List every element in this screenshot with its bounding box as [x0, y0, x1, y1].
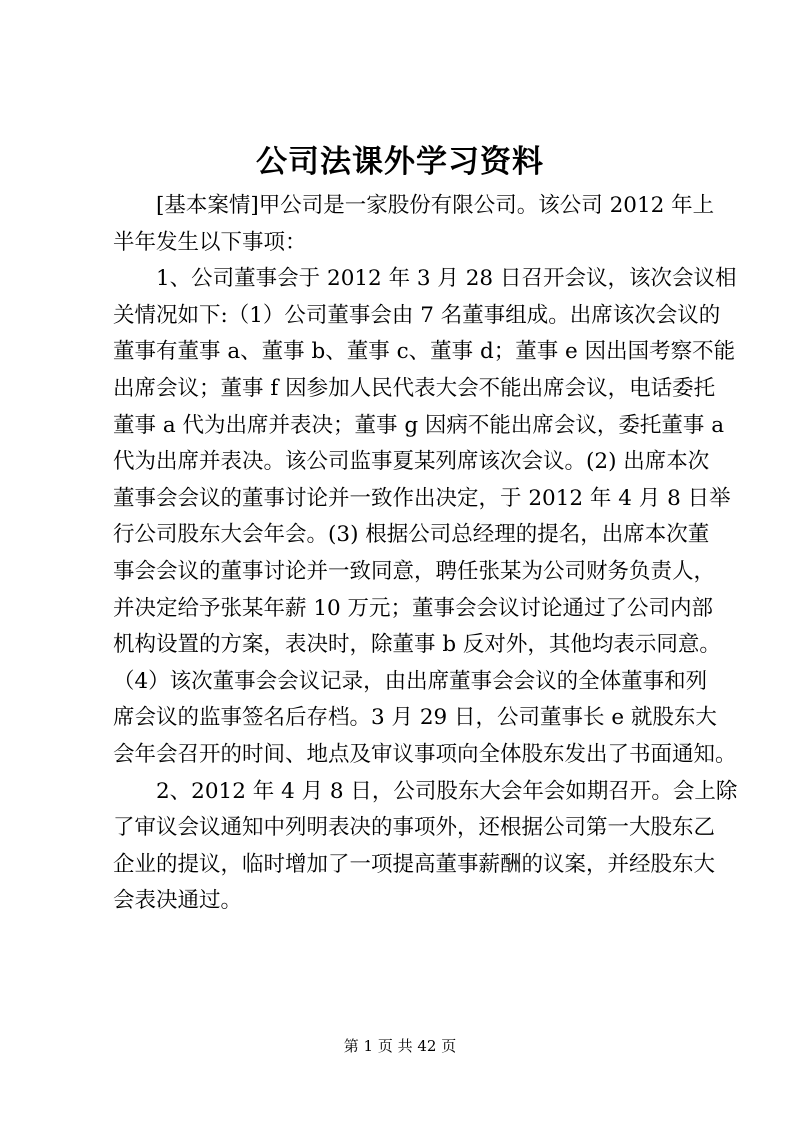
body-line: 董事有董事 a、董事 b、董事 c、董事 d；董事 e 因出国考察不能 — [113, 339, 736, 365]
body-line: 了审议会议通知中列明表决的事项外，还根据公司第一大股东乙 — [113, 815, 716, 841]
document-body — [113, 188, 738, 920]
body-line: 席会议的监事签名后存档。3 月 29 日，公司董事长 e 就股东大 — [113, 705, 717, 731]
body-line: （4）该次董事会会议记录，由出席董事会会议的全体董事和列 — [113, 668, 708, 694]
body-line: 会年会召开的时间、地点及审议事项向全体股东发出了书面通知。 — [113, 741, 737, 767]
page-number-footer: 第 1 页 共 42 页 — [343, 1037, 457, 1055]
body-line: 代为出席并表决。该公司监事夏某列席该次会议。(2) 出席本次 — [113, 449, 710, 475]
body-line: 董事 a 代为出席并表决；董事 g 因病不能出席会议，委托董事 a — [113, 412, 725, 438]
body-line: 关情况如下:（1）公司董事会由 7 名董事组成。出席该次会议的 — [113, 302, 721, 328]
document-title: 公司法课外学习资料 — [256, 144, 544, 180]
body-line: [基本案情]甲公司是一家股份有限公司。该公司 2012 年上 — [156, 193, 715, 218]
body-line: 董事会会议的董事讨论并一致作出决定，于 2012 年 4 月 8 日举 — [113, 485, 731, 511]
body-line: 半年发生以下事项： — [113, 229, 307, 255]
body-line: 企业的提议，临时增加了一项提高董事薪酬的议案，并经股东大 — [113, 851, 716, 877]
body-line: 2、2012 年 4 月 8 日，公司股东大会年会如期召开。会上除 — [156, 778, 738, 804]
body-line: 机构设置的方案，表决时，除董事 b 反对外，其他均表示同意。 — [113, 632, 721, 658]
body-line: 会表决通过。 — [113, 888, 243, 914]
body-line: 事会会议的董事讨论并一致同意，聘任张某为公司财务负责人， — [113, 558, 716, 584]
body-line: 出席会议；董事 f 因参加人民代表大会不能出席会议，电话委托 — [113, 375, 716, 401]
body-line: 行公司股东大会年会。(3) 根据公司总经理的提名，出席本次董 — [113, 522, 710, 548]
body-line: 并决定给予张某年薪 10 万元；董事会会议讨论通过了公司内部 — [113, 595, 714, 621]
body-line: 1、公司董事会于 2012 年 3 月 28 日召开会议，该次会议相 — [156, 266, 737, 292]
